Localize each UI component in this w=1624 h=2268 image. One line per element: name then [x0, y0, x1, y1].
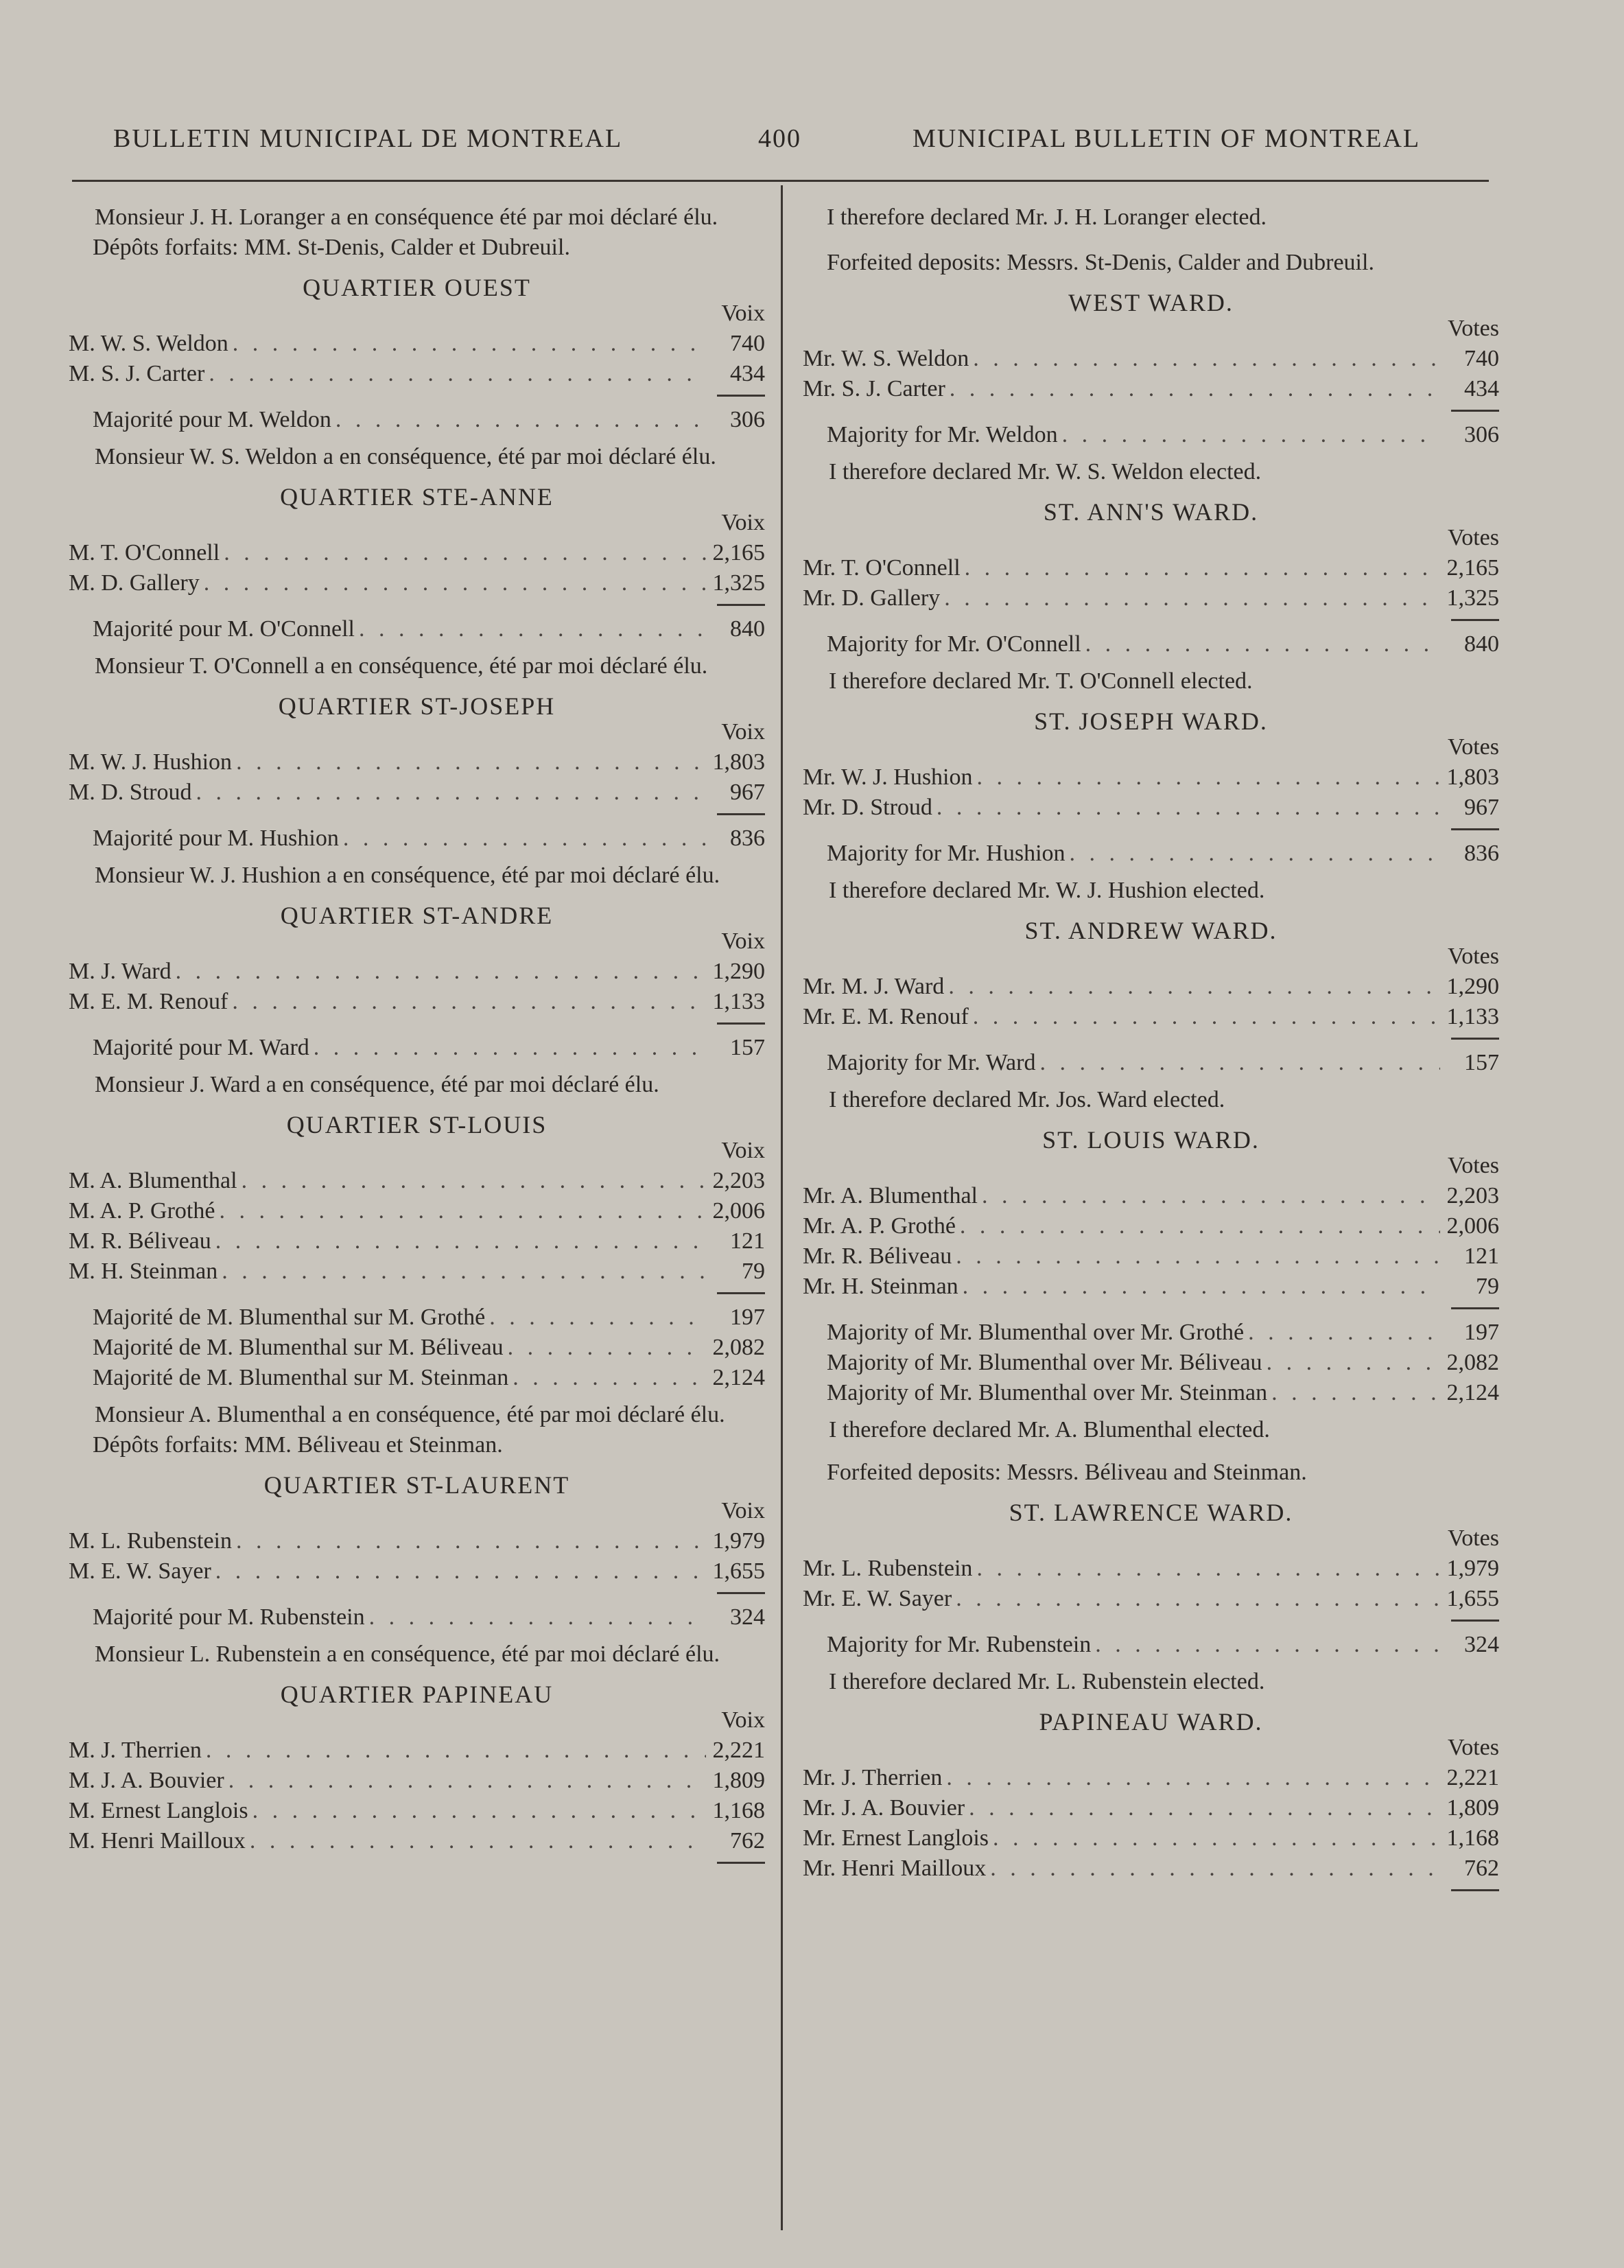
candidate-row — [69, 747, 765, 778]
total-rule — [717, 395, 765, 397]
candidate-row — [803, 762, 1499, 793]
majority-value: 2,124 — [712, 1365, 765, 1390]
majority-label: Majority of Mr. Blumenthal over Mr. Steinman — [827, 1380, 1268, 1405]
candidate-votes: 740 — [1464, 346, 1499, 371]
candidate-row — [803, 1793, 1499, 1823]
leader-dots — [314, 1033, 706, 1063]
leader-dots — [215, 1556, 706, 1587]
candidate-votes: 2,165 — [712, 540, 765, 565]
leader-dots — [937, 793, 1440, 823]
candidate-row — [69, 778, 765, 808]
candidate-row — [69, 538, 765, 568]
majority-row — [803, 629, 1499, 659]
total-rule — [1451, 1620, 1499, 1622]
total-rule — [1451, 1038, 1499, 1040]
candidate-votes: 1,290 — [712, 959, 765, 984]
candidate-row — [803, 344, 1499, 374]
votes-column-label: Votes — [1448, 1525, 1499, 1551]
declared-elected: Monsieur J. Ward a en conséquence, été par moi déclaré élu. — [95, 1072, 659, 1097]
candidate-row — [803, 1554, 1499, 1584]
majority-row — [69, 1363, 765, 1393]
forfeited-deposits: Dépôts forfaits: MM. Béliveau et Steinman. — [93, 1432, 503, 1458]
declared-elected: I therefore declared Mr. L. Rubenstein elected. — [829, 1669, 1265, 1694]
majority-label: Majority for Mr. Weldon — [827, 422, 1058, 447]
candidate-votes: 762 — [730, 1828, 765, 1854]
leader-dots — [1271, 1378, 1440, 1408]
candidate-name: M. D. Gallery — [69, 570, 200, 596]
candidate-name: M. A. P. Grothé — [69, 1198, 215, 1224]
candidate-name: Mr. A. P. Grothé — [803, 1213, 956, 1239]
majority-row — [803, 839, 1499, 869]
declared-elected: Monsieur W. S. Weldon a en conséquence, été par moi déclaré élu. — [95, 444, 716, 469]
leader-dots — [369, 1602, 706, 1633]
leader-dots — [973, 344, 1440, 374]
intro-declared: I therefore declared Mr. J. H. Loranger elected. — [827, 204, 1267, 230]
candidate-votes: 2,165 — [1446, 555, 1499, 581]
column-divider — [781, 185, 783, 2230]
majority-value: 157 — [730, 1035, 765, 1060]
ward-title: ST. JOSEPH WARD. — [1034, 708, 1268, 735]
candidate-row — [803, 1763, 1499, 1793]
leader-dots — [1062, 420, 1440, 450]
candidate-votes: 121 — [730, 1228, 765, 1254]
candidate-votes: 1,168 — [712, 1798, 765, 1823]
majority-value: 840 — [730, 616, 765, 642]
candidate-votes: 762 — [1464, 1856, 1499, 1881]
leader-dots — [236, 747, 706, 778]
french-column — [69, 202, 765, 1872]
ward-title: QUARTIER ST-ANDRE — [280, 902, 554, 929]
candidate-row — [69, 1526, 765, 1556]
candidate-row — [69, 1766, 765, 1796]
candidate-row — [69, 1796, 765, 1826]
leader-dots — [250, 1826, 706, 1856]
total-rule — [717, 1022, 765, 1025]
leader-dots — [233, 329, 706, 359]
majority-value: 324 — [1464, 1632, 1499, 1657]
candidate-name: Mr. J. Therrien — [803, 1765, 943, 1790]
candidate-votes: 1,979 — [712, 1528, 765, 1554]
candidate-votes: 1,809 — [1446, 1795, 1499, 1821]
votes-column-label: Voix — [721, 510, 765, 535]
leader-dots — [956, 1584, 1440, 1614]
votes-column-label: Votes — [1448, 316, 1499, 341]
votes-column-label: Votes — [1448, 525, 1499, 550]
leader-dots — [359, 614, 706, 644]
header-rule — [72, 180, 1489, 182]
leader-dots — [963, 1272, 1440, 1302]
leader-dots — [1039, 1048, 1440, 1078]
candidate-votes: 1,133 — [712, 989, 765, 1014]
candidate-votes: 2,203 — [1446, 1183, 1499, 1208]
declared-elected: Monsieur L. Rubenstein a en conséquence, été par moi déclaré élu. — [95, 1641, 720, 1667]
majority-label: Majority for Mr. Ward — [827, 1050, 1036, 1075]
leader-dots — [990, 1854, 1440, 1884]
leader-dots — [960, 1211, 1440, 1241]
leader-dots — [1267, 1348, 1440, 1378]
majority-label: Majorité pour M. Weldon — [93, 407, 331, 432]
leader-dots — [982, 1181, 1440, 1211]
leader-dots — [956, 1241, 1440, 1272]
leader-dots — [228, 1766, 706, 1796]
candidate-name: Mr. E. M. Renouf — [803, 1004, 969, 1029]
candidate-votes: 1,655 — [712, 1558, 765, 1584]
majority-row — [803, 420, 1499, 450]
candidate-row — [69, 987, 765, 1017]
candidate-row — [69, 1826, 765, 1856]
declared-elected: I therefore declared Mr. W. S. Weldon elected. — [829, 459, 1262, 484]
total-rule — [717, 1592, 765, 1594]
majority-label: Majority for Mr. Rubenstein — [827, 1632, 1092, 1657]
candidate-votes: 1,290 — [1446, 974, 1499, 999]
candidate-row — [803, 793, 1499, 823]
candidate-name: M. Ernest Langlois — [69, 1798, 248, 1823]
ward-title: QUARTIER ST-LAURENT — [263, 1471, 570, 1499]
candidate-votes: 1,655 — [1446, 1586, 1499, 1611]
votes-column-label: Voix — [721, 719, 765, 745]
votes-column-label: Voix — [721, 1138, 765, 1163]
candidate-row — [803, 553, 1499, 583]
candidate-name: Mr. Ernest Langlois — [803, 1825, 989, 1851]
ward-title: QUARTIER ST-JOSEPH — [278, 692, 556, 720]
candidate-row — [803, 374, 1499, 404]
majority-value: 2,082 — [1446, 1350, 1499, 1375]
candidate-name: Mr. M. J. Ward — [803, 974, 945, 999]
candidate-name: Mr. W. S. Weldon — [803, 346, 969, 371]
candidate-votes: 434 — [1464, 376, 1499, 401]
candidate-row — [69, 1256, 765, 1287]
candidate-name: Mr. D. Gallery — [803, 585, 941, 611]
leader-dots — [222, 1256, 706, 1287]
leader-dots — [950, 374, 1440, 404]
majority-row — [803, 1348, 1499, 1378]
candidate-name: M. D. Stroud — [69, 780, 192, 805]
candidate-name: Mr. A. Blumenthal — [803, 1183, 978, 1208]
majority-row — [69, 1302, 765, 1333]
candidate-row — [69, 1735, 765, 1766]
header-french-title: BULLETIN MUNICIPAL DE MONTREAL — [113, 124, 623, 153]
total-rule — [1451, 410, 1499, 412]
candidate-name: Mr. E. W. Sayer — [803, 1586, 952, 1611]
candidate-votes: 967 — [730, 780, 765, 805]
candidate-votes: 1,803 — [712, 749, 765, 775]
leader-dots — [1248, 1318, 1440, 1348]
candidate-row — [803, 972, 1499, 1002]
candidate-name: M. R. Béliveau — [69, 1228, 211, 1254]
declared-elected: Monsieur W. J. Hushion a en conséquence, été par moi déclaré élu. — [95, 863, 720, 888]
majority-row — [69, 823, 765, 854]
header-english-title: MUNICIPAL BULLETIN OF MONTREAL — [913, 124, 1421, 153]
candidate-votes: 1,168 — [1446, 1825, 1499, 1851]
candidate-votes: 2,006 — [1446, 1213, 1499, 1239]
votes-column-label: Voix — [721, 1498, 765, 1523]
majority-value: 840 — [1464, 631, 1499, 657]
candidate-votes: 1,979 — [1446, 1556, 1499, 1581]
candidate-votes: 1,803 — [1446, 764, 1499, 790]
candidate-row — [69, 568, 765, 598]
total-rule — [717, 1862, 765, 1864]
candidate-votes: 740 — [730, 331, 765, 356]
majority-label: Majorité de M. Blumenthal sur M. Steinman — [93, 1365, 509, 1390]
candidate-row — [69, 359, 765, 389]
majority-value: 836 — [1464, 841, 1499, 866]
candidate-row — [69, 1166, 765, 1196]
candidate-name: M. E. M. Renouf — [69, 989, 228, 1014]
candidate-name: M. T. O'Connell — [69, 540, 220, 565]
votes-column-label: Votes — [1448, 1735, 1499, 1760]
majority-value: 2,124 — [1446, 1380, 1499, 1405]
candidate-name: Mr. T. O'Connell — [803, 555, 961, 581]
leader-dots — [1095, 1630, 1440, 1660]
declared-elected: I therefore declared Mr. A. Blumenthal elected. — [829, 1417, 1270, 1442]
leader-dots — [973, 1002, 1440, 1032]
leader-dots — [336, 405, 706, 435]
total-rule — [717, 1292, 765, 1294]
majority-label: Majorité pour M. Hushion — [93, 826, 339, 851]
candidate-row — [803, 1854, 1499, 1884]
leader-dots — [1070, 839, 1440, 869]
majority-label: Majority of Mr. Blumenthal over Mr. Béliveau — [827, 1350, 1262, 1375]
majority-label: Majorité pour M. Rubenstein — [93, 1604, 365, 1630]
leader-dots — [1085, 629, 1440, 659]
candidate-votes: 1,325 — [712, 570, 765, 596]
candidate-name: Mr. H. Steinman — [803, 1274, 958, 1299]
majority-value: 197 — [1464, 1320, 1499, 1345]
candidate-row — [803, 1584, 1499, 1614]
declared-elected: I therefore declared Mr. W. J. Hushion elected. — [829, 878, 1265, 903]
leader-dots — [948, 972, 1440, 1002]
candidate-name: M. J. Therrien — [69, 1738, 202, 1763]
majority-value: 306 — [1464, 422, 1499, 447]
leader-dots — [513, 1363, 706, 1393]
candidate-votes: 2,203 — [712, 1168, 765, 1193]
total-rule — [1451, 1889, 1499, 1891]
leader-dots — [969, 1793, 1440, 1823]
majority-label: Majority for Mr. Hushion — [827, 841, 1066, 866]
leader-dots — [343, 823, 706, 854]
candidate-row — [803, 583, 1499, 613]
candidate-row — [69, 329, 765, 359]
majority-row — [69, 1602, 765, 1633]
candidate-votes: 434 — [730, 361, 765, 386]
majority-row — [803, 1630, 1499, 1660]
majority-label: Majorité pour M. Ward — [93, 1035, 309, 1060]
candidate-votes: 1,133 — [1446, 1004, 1499, 1029]
candidate-row — [803, 1181, 1499, 1211]
leader-dots — [489, 1302, 706, 1333]
majority-label: Majorité de M. Blumenthal sur M. Béliveau — [93, 1335, 504, 1360]
candidate-row — [803, 1272, 1499, 1302]
ward-title: ST. ANN'S WARD. — [1043, 498, 1259, 526]
majority-label: Majorité pour M. O'Connell — [93, 616, 355, 642]
leader-dots — [219, 1196, 706, 1226]
majority-label: Majorité de M. Blumenthal sur M. Grothé — [93, 1305, 486, 1330]
candidate-row — [803, 1823, 1499, 1854]
candidate-votes: 1,809 — [712, 1768, 765, 1793]
forfeited-deposits: Forfeited deposits: Messrs. Béliveau and Steinman. — [827, 1460, 1307, 1485]
ward-title: PAPINEAU WARD. — [1039, 1708, 1263, 1735]
candidate-name: M. J. Ward — [69, 959, 172, 984]
candidate-votes: 79 — [742, 1259, 765, 1284]
total-rule — [717, 813, 765, 815]
majority-value: 197 — [730, 1305, 765, 1330]
intro-forfeit: Dépôts forfaits: MM. St-Denis, Calder et Dubreuil. — [93, 235, 570, 260]
majority-row — [69, 1333, 765, 1363]
majority-label: Majority of Mr. Blumenthal over Mr. Grothé — [827, 1320, 1245, 1345]
votes-column-label: Voix — [721, 928, 765, 954]
total-rule — [1451, 828, 1499, 830]
ward-title: WEST WARD. — [1068, 289, 1234, 316]
leader-dots — [242, 1166, 706, 1196]
votes-column-label: Voix — [721, 1707, 765, 1733]
candidate-name: M. L. Rubenstein — [69, 1528, 232, 1554]
votes-column-label: Votes — [1448, 1153, 1499, 1178]
majority-value: 324 — [730, 1604, 765, 1630]
candidate-votes: 2,221 — [712, 1738, 765, 1763]
candidate-votes: 2,221 — [1446, 1765, 1499, 1790]
total-rule — [1451, 1307, 1499, 1309]
votes-column-label: Votes — [1448, 734, 1499, 760]
candidate-name: Mr. D. Stroud — [803, 795, 932, 820]
candidate-row — [69, 957, 765, 987]
leader-dots — [204, 568, 706, 598]
candidate-votes: 967 — [1464, 795, 1499, 820]
candidate-row — [69, 1556, 765, 1587]
votes-column-label: Voix — [721, 301, 765, 326]
total-rule — [717, 604, 765, 606]
leader-dots — [215, 1226, 706, 1256]
candidate-name: M. J. A. Bouvier — [69, 1768, 224, 1793]
intro-forfeit: Forfeited deposits: Messrs. St-Denis, Calder and Dubreuil. — [827, 250, 1374, 275]
majority-row — [69, 1033, 765, 1063]
candidate-name: M. H. Steinman — [69, 1259, 218, 1284]
candidate-name: Mr. L. Rubenstein — [803, 1556, 973, 1581]
majority-value: 2,082 — [712, 1335, 765, 1360]
candidate-votes: 2,006 — [712, 1198, 765, 1224]
ward-title: ST. ANDREW WARD. — [1024, 917, 1278, 944]
majority-row — [69, 405, 765, 435]
leader-dots — [977, 762, 1441, 793]
candidate-name: M. S. J. Carter — [69, 361, 205, 386]
leader-dots — [944, 583, 1440, 613]
ward-title: QUARTIER PAPINEAU — [280, 1681, 554, 1708]
leader-dots — [236, 1526, 706, 1556]
majority-row — [803, 1378, 1499, 1408]
majority-label: Majority for Mr. O'Connell — [827, 631, 1081, 657]
candidate-name: Mr. J. A. Bouvier — [803, 1795, 965, 1821]
leader-dots — [993, 1823, 1440, 1854]
candidate-name: Mr. W. J. Hushion — [803, 764, 973, 790]
majority-value: 157 — [1464, 1050, 1499, 1075]
leader-dots — [976, 1554, 1440, 1584]
majority-row — [69, 614, 765, 644]
candidate-name: M. Henri Mailloux — [69, 1828, 246, 1854]
leader-dots — [965, 553, 1440, 583]
total-rule — [1451, 619, 1499, 621]
candidate-row — [69, 1196, 765, 1226]
majority-row — [803, 1318, 1499, 1348]
leader-dots — [206, 1735, 706, 1766]
majority-row — [803, 1048, 1499, 1078]
candidate-name: M. E. W. Sayer — [69, 1558, 211, 1584]
ward-title: QUARTIER ST-LOUIS — [286, 1111, 548, 1138]
ward-title: QUARTIER OUEST — [303, 274, 531, 301]
intro-declared: Monsieur J. H. Loranger a en conséquence été par moi déclaré élu. — [95, 204, 718, 230]
votes-column-label: Votes — [1448, 944, 1499, 969]
leader-dots — [508, 1333, 706, 1363]
declared-elected: I therefore declared Mr. Jos. Ward elected. — [829, 1087, 1225, 1112]
english-column — [803, 202, 1499, 1899]
candidate-name: M. A. Blumenthal — [69, 1168, 237, 1193]
majority-value: 836 — [730, 826, 765, 851]
candidate-row — [803, 1002, 1499, 1032]
leader-dots — [252, 1796, 706, 1826]
leader-dots — [224, 538, 706, 568]
candidate-votes: 121 — [1464, 1243, 1499, 1269]
declared-elected: I therefore declared Mr. T. O'Connell elected. — [829, 668, 1253, 694]
candidate-row — [803, 1241, 1499, 1272]
candidate-name: Mr. R. Béliveau — [803, 1243, 952, 1269]
ward-title: ST. LOUIS WARD. — [1042, 1126, 1260, 1154]
majority-value: 306 — [730, 407, 765, 432]
ward-title: QUARTIER STE-ANNE — [280, 483, 554, 511]
declared-elected: Monsieur A. Blumenthal a en conséquence, été par moi déclaré élu. — [95, 1402, 725, 1427]
page-number: 400 — [758, 124, 801, 153]
declared-elected: Monsieur T. O'Connell a en conséquence, été par moi déclaré élu. — [95, 653, 708, 679]
candidate-votes: 79 — [1476, 1274, 1499, 1299]
leader-dots — [946, 1763, 1440, 1793]
candidate-name: Mr. Henri Mailloux — [803, 1856, 987, 1881]
candidate-votes: 1,325 — [1446, 585, 1499, 611]
candidate-name: M. W. S. Weldon — [69, 331, 228, 356]
candidate-name: M. W. J. Hushion — [69, 749, 233, 775]
leader-dots — [209, 359, 706, 389]
candidate-name: Mr. S. J. Carter — [803, 376, 945, 401]
ward-title: ST. LAWRENCE WARD. — [1009, 1499, 1293, 1526]
leader-dots — [196, 778, 706, 808]
leader-dots — [232, 987, 706, 1017]
candidate-row — [69, 1226, 765, 1256]
leader-dots — [176, 957, 706, 987]
candidate-row — [803, 1211, 1499, 1241]
